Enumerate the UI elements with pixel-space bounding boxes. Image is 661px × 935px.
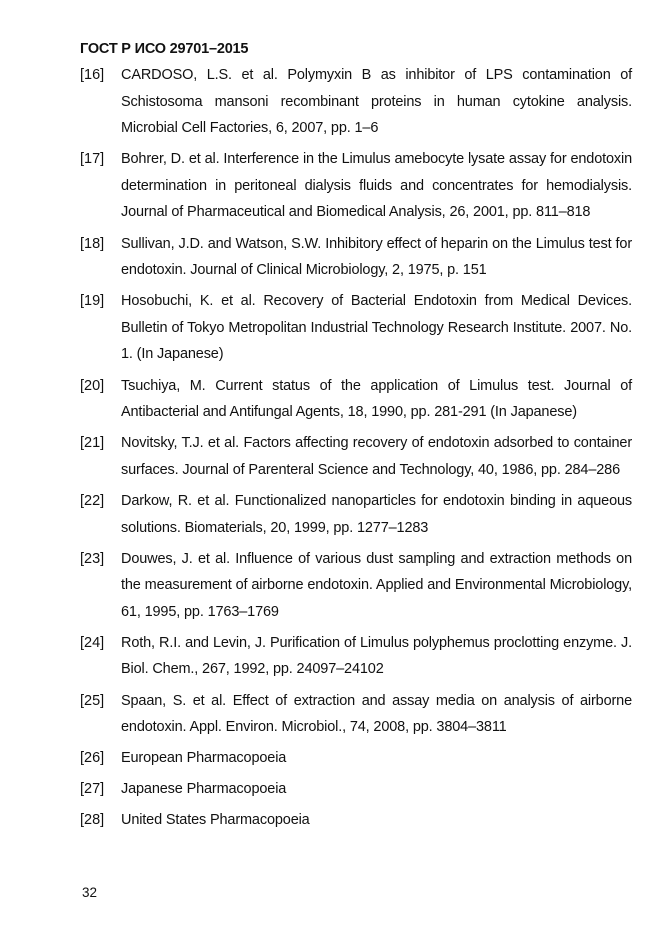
reference-number: [20]	[80, 377, 105, 394]
reference-text: Novitsky, T.J. et al. Factors affecting recovery of endotoxin adsorbed to container surfaces. Journal of Parenteral Science and Technology, 40, 1986, pp. 284–286	[121, 435, 632, 478]
reference-item	[80, 231, 632, 284]
reference-number: [16]	[80, 67, 105, 83]
reference-item	[80, 288, 632, 368]
reference-number: [27]	[80, 781, 105, 798]
reference-item	[80, 546, 632, 626]
page-number: 32	[82, 885, 98, 900]
reference-item	[80, 630, 632, 683]
reference-text: Japanese Pharmacopoeia	[121, 781, 287, 798]
reference-text: Sullivan, J.D. and Watson, S.W. Inhibitory effect of heparin on the Limulus test for endotoxin. Journal of Clinical Microbiology, 2, 1975, p. 151	[121, 235, 632, 279]
reference-number: [21]	[80, 435, 105, 452]
reference-number: [19]	[80, 293, 105, 310]
reference-number: [23]	[80, 550, 105, 567]
reference-number: [26]	[80, 750, 105, 767]
reference-text: Darkow, R. et al. Functionalized nanoparticles for endotoxin binding in aqueous solutions. Biomaterials, 20, 1999, pp. 1277–1283	[121, 492, 632, 536]
reference-text: Tsuchiya, M. Current status of the application of Limulus test. Journal of Antibacterial and Antifungal Agents, 18, 1990, pp. 281-291 (In Japanese)	[121, 377, 632, 421]
reference-number: [17]	[80, 151, 105, 168]
reference-list	[80, 62, 632, 839]
reference-text: Spaan, S. et al. Effect of extraction and assay media on analysis of airborne endotoxin. Appl. Environ. Microbiol., 74, 2008, pp. 3804–3811	[121, 692, 632, 736]
reference-text: Bohrer, D. et al. Interference in the Limulus amebocyte lysate assay for endotoxin determination in peritoneal dialysis fluids and concentrates for hemodialysis. Journal of Pharmaceutical and Biomedical Analysis, 26, 2001, pp. 811–818	[121, 151, 632, 221]
reference-item	[80, 62, 632, 142]
reference-item	[80, 776, 632, 803]
reference-text: Roth, R.I. and Levin, J. Purification of Limulus polyphemus proclotting enzyme. J. Biol. Chem., 267, 1992, pp. 24097–24102	[121, 634, 632, 678]
reference-number: [24]	[80, 634, 105, 651]
reference-text: Hosobuchi, K. et al. Recovery of Bacterial Endotoxin from Medical Devices. Bulletin of Tokyo Metropolitan Industrial Technology Research Institute. 2007. No. 1. (In Japanese)	[121, 293, 632, 363]
reference-number: [28]	[80, 812, 105, 829]
reference-number: [22]	[80, 492, 105, 509]
reference-number: [25]	[80, 692, 105, 709]
reference-item	[80, 488, 632, 541]
reference-number: [18]	[80, 235, 105, 252]
reference-item	[80, 146, 632, 226]
reference-item	[80, 430, 632, 483]
reference-text: CARDOSO, L.S. et al. Polymyxin B as inhibitor of LPS contamination of Schistosoma mansoni recombinant proteins in human cytokine analysis. Microbial Cell Factories, 6, 2007, pp. 1–6	[121, 67, 632, 137]
reference-text: United States Pharmacopoeia	[121, 812, 310, 829]
reference-item	[80, 807, 632, 834]
reference-text: European Pharmacopoeia	[121, 750, 287, 767]
page-header: ГОСТ Р ИСО 29701–2015	[80, 41, 249, 57]
reference-item	[80, 373, 632, 426]
reference-text: Douwes, J. et al. Influence of various dust sampling and extraction methods on the measurement of airborne endotoxin. Applied and Environmental Microbiology, 61, 1995, pp. 1763–1769	[121, 550, 632, 620]
reference-item	[80, 688, 632, 741]
reference-item	[80, 745, 632, 772]
